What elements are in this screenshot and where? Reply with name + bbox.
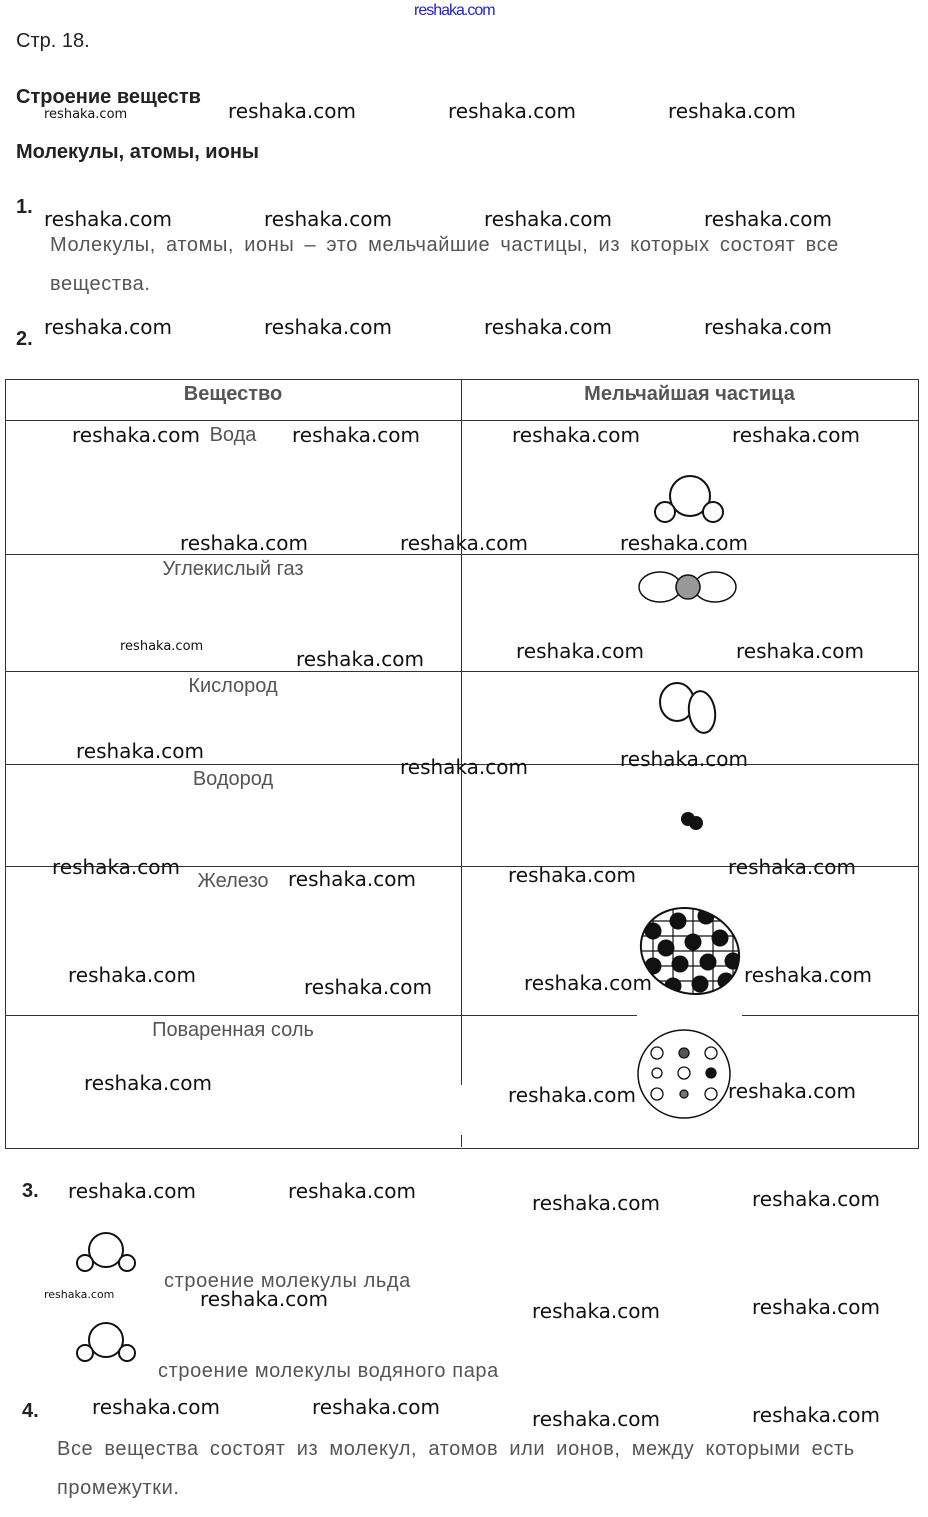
- watermark: reshaka.com: [728, 1079, 856, 1103]
- header-substance: Вещество: [183, 383, 283, 405]
- page-label: Стр. 18.: [16, 30, 90, 52]
- watermark: reshaka.com: [288, 867, 416, 891]
- substance-iron: Железо: [197, 870, 269, 892]
- watermark: reshaka.com: [72, 423, 200, 447]
- task-4-answer-line1: Все вещества состоят из молекул, атомов или ионов, между которыми есть: [57, 1438, 855, 1460]
- oxygen-molecule-icon: [658, 680, 720, 736]
- watermark: reshaka.com: [400, 531, 528, 555]
- watermark: reshaka.com: [732, 423, 860, 447]
- watermark: reshaka.com: [620, 747, 748, 771]
- watermark: reshaka.com: [292, 423, 420, 447]
- task-4-number: 4.: [22, 1400, 39, 1422]
- watermark: reshaka.com: [264, 207, 392, 231]
- watermark: reshaka.com: [304, 975, 432, 999]
- task-3-number: 3.: [22, 1180, 39, 1202]
- watermark: reshaka.com: [752, 1187, 880, 1211]
- subsection-title: Молекулы, атомы, ионы: [16, 141, 259, 163]
- watermark: reshaka.com: [704, 315, 832, 339]
- watermark: reshaka.com: [44, 107, 128, 122]
- task-1-answer-line2: вещества.: [50, 273, 151, 295]
- ice-molecule-label: строение молекулы льда: [164, 1270, 411, 1292]
- iron-lattice-icon: [638, 906, 742, 996]
- watermark: reshaka.com: [512, 423, 640, 447]
- task-2-number: 2.: [16, 328, 33, 350]
- watermark: reshaka.com: [484, 315, 612, 339]
- watermark: reshaka.com: [200, 1287, 328, 1311]
- substance-co2: Углекислый газ: [162, 558, 304, 580]
- watermark: reshaka.com: [524, 971, 652, 995]
- watermark: reshaka.com: [744, 963, 872, 987]
- substance-hydrogen: Водород: [192, 768, 274, 790]
- water-molecule-icon: [652, 474, 728, 524]
- watermark: reshaka.com: [668, 99, 796, 123]
- watermark: reshaka.com: [68, 963, 196, 987]
- watermark: reshaka.com: [44, 315, 172, 339]
- substance-water: Вода: [209, 424, 257, 446]
- task-4-answer-line2: промежутки.: [57, 1477, 180, 1499]
- site-header-link[interactable]: reshaka.com: [414, 2, 495, 19]
- watermark: reshaka.com: [44, 207, 172, 231]
- task-1-answer-line1: Молекулы, атомы, ионы – это мельчайшие частицы, из которых состоят все: [50, 234, 839, 256]
- watermark: reshaka.com: [52, 855, 180, 879]
- watermark: reshaka.com: [532, 1191, 660, 1215]
- watermark: reshaka.com: [752, 1403, 880, 1427]
- substance-oxygen: Кислород: [188, 675, 278, 697]
- watermark: reshaka.com: [728, 855, 856, 879]
- vapor-molecule-icon: [74, 1320, 138, 1364]
- watermark: reshaka.com: [736, 639, 864, 663]
- watermark: reshaka.com: [68, 1179, 196, 1203]
- watermark: reshaka.com: [508, 863, 636, 887]
- task-1-number: 1.: [16, 196, 33, 218]
- hydrogen-molecule-icon: [680, 810, 706, 832]
- watermark: reshaka.com: [92, 1395, 220, 1419]
- watermark: reshaka.com: [44, 1288, 115, 1301]
- watermark: reshaka.com: [180, 531, 308, 555]
- watermark: reshaka.com: [120, 639, 204, 654]
- section-title: Строение веществ: [16, 86, 201, 108]
- watermark: reshaka.com: [516, 639, 644, 663]
- watermark: reshaka.com: [532, 1407, 660, 1431]
- watermark: reshaka.com: [288, 1179, 416, 1203]
- watermark: reshaka.com: [704, 207, 832, 231]
- watermark: reshaka.com: [296, 647, 424, 671]
- watermark: reshaka.com: [752, 1295, 880, 1319]
- watermark: reshaka.com: [532, 1299, 660, 1323]
- watermark: reshaka.com: [264, 315, 392, 339]
- header-particle: Мельчайшая частица: [584, 383, 795, 405]
- substance-salt: Поваренная соль: [152, 1019, 314, 1041]
- watermark: reshaka.com: [508, 1083, 636, 1107]
- watermark: reshaka.com: [400, 755, 528, 779]
- ice-molecule-icon: [74, 1230, 138, 1274]
- watermark: reshaka.com: [484, 207, 612, 231]
- vapor-molecule-label: строение молекулы водяного пара: [158, 1360, 499, 1382]
- watermark: reshaka.com: [312, 1395, 440, 1419]
- watermark: reshaka.com: [228, 99, 356, 123]
- carbon-dioxide-molecule-icon: [638, 570, 738, 604]
- watermark: reshaka.com: [84, 1071, 212, 1095]
- watermark: reshaka.com: [620, 531, 748, 555]
- watermark: reshaka.com: [448, 99, 576, 123]
- salt-crystal-icon: [636, 1028, 732, 1120]
- watermark: reshaka.com: [76, 739, 204, 763]
